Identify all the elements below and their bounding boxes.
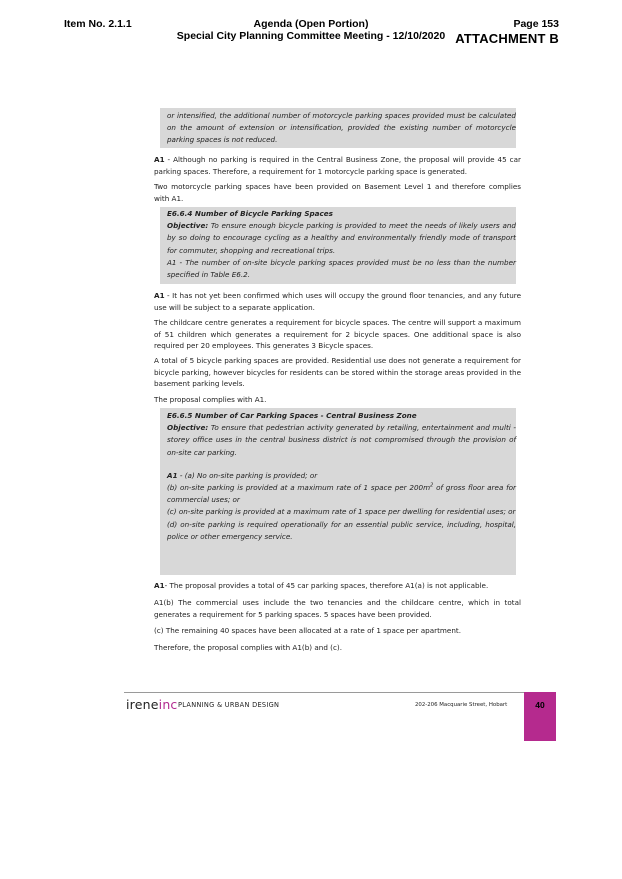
section-heading: E6.6.4 Number of Bicycle Parking Spaces <box>167 209 333 218</box>
b-text-end: of gross floor area for commercial uses; or <box>167 483 517 505</box>
acceptable-solution-a <box>167 470 516 482</box>
paragraph-text: - Although no parking is required in the Central Business Zone, the proposal will provide 45 car parking spaces. Therefore, a requirement for 1 motorcycle parking space is generated. <box>154 155 521 176</box>
paragraph <box>154 290 521 313</box>
page-label: Page 153 <box>513 18 559 30</box>
paragraph: The proposal complies with A1. <box>154 395 267 404</box>
quote-box-car-parking <box>160 408 516 575</box>
paragraph <box>154 154 521 177</box>
objective-body: To ensure enough bicycle parking is provided to meet the needs of likely users and by so doing to encourage cycling as a healthy and environmentally friendly mode of transport for commuter, shopping and recreational trips. <box>167 221 516 255</box>
company-tagline: PLANNING & URBAN DESIGN <box>178 701 280 709</box>
b-superscript: 2 <box>430 482 434 489</box>
objective-body: To ensure that pedestrian activity generated by retailing, entertainment and multi -storey office uses in the central business district is not compromised through the provision of on-site car parking. <box>167 423 516 457</box>
a1-text: - (a) No on-site parking is provided; or <box>177 470 318 480</box>
a1-label: A1 <box>167 470 178 480</box>
item-number: Item No. 2.1.1 <box>64 18 132 30</box>
objective-label: Objective: <box>167 423 209 433</box>
b-text: (b) on-site parking is provided at a maximum rate of 1 space per 200m <box>167 483 431 493</box>
paragraph: Therefore, the proposal complies with A1(b) and (c). <box>154 643 343 652</box>
section-heading: E6.6.5 Number of Car Parking Spaces - Central Business Zone <box>167 411 417 420</box>
paragraph-text: - It has not yet been confirmed which uses will occupy the ground floor tenancies, and any future use will be subject to a separate application. <box>154 291 521 312</box>
acceptable-solution-c: (c) on-site parking is provided at a maximum rate of 1 space per dwelling for residential uses; or <box>167 507 516 517</box>
paragraph <box>154 580 521 592</box>
acceptable-solution: A1 - The number of on-site bicycle parking spaces provided must be no less than the number specified in Table E6.2. <box>167 257 516 280</box>
agenda-line-1: Agenda (Open Portion) <box>253 18 369 30</box>
paragraph: A1(b) The commercial uses include the two tenancies and the childcare centre, which in total generates a requirement for 5 parking spaces. 5 spaces have been provided. <box>154 598 521 619</box>
paragraph: A total of 5 bicycle parking spaces are provided. Residential use does not generate a requirement for bicycle parking, however bicycles for residents can be stored within the storage areas provided in the basement parking levels. <box>154 356 521 388</box>
paragraph-text: - The proposal provides a total of 45 car parking spaces, therefore A1(a) is not applicable. <box>164 581 489 590</box>
company-logo <box>126 697 178 712</box>
company-address: 202-206 Macquarie Street, Hobart <box>415 702 508 708</box>
acceptable-solution-b <box>167 482 516 506</box>
acceptable-solution-d: (d) on-site parking is required operationally for an essential public service, including, hospital, police or other emergency service. <box>167 519 516 541</box>
page-number-tab <box>524 692 556 741</box>
quote-text: or intensified, the additional number of motorcycle parking spaces provided must be calculated on the amount of extension or intensification, provided the existing number of motorcycle parking spaces is not reduced. <box>167 111 516 145</box>
agenda-line-2: Special City Planning Committee Meeting - 12/10/2020 <box>176 30 446 42</box>
paragraph: The childcare centre generates a requirement for bicycle spaces. The centre will support a maximum of 51 children which generates a requirement for 2 bicycle spaces. One additional space is also required per 20 employees. This generates 3 Bicycle spaces. <box>154 318 521 350</box>
quote-box-motorcycle <box>160 108 516 148</box>
paragraph-lead: A1 <box>154 581 165 590</box>
objective-text <box>167 220 516 257</box>
paragraph: Two motorcycle parking spaces have been provided on Basement Level 1 and therefore complies with A1. <box>154 182 521 203</box>
paragraph-lead: A1 <box>154 155 165 164</box>
footer-divider <box>124 692 524 693</box>
paragraph: (c) The remaining 40 spaces have been allocated at a rate of 1 space per apartment. <box>154 626 461 635</box>
page-number: 40 <box>535 700 545 710</box>
objective-text <box>167 422 516 459</box>
paragraph-lead: A1 <box>154 291 165 300</box>
quote-box-bicycle <box>160 207 516 284</box>
attachment-label: ATTACHMENT B <box>455 31 559 46</box>
logo-irene: irene <box>126 697 159 712</box>
logo-inc: inc <box>158 697 178 712</box>
objective-label: Objective: <box>167 221 209 231</box>
